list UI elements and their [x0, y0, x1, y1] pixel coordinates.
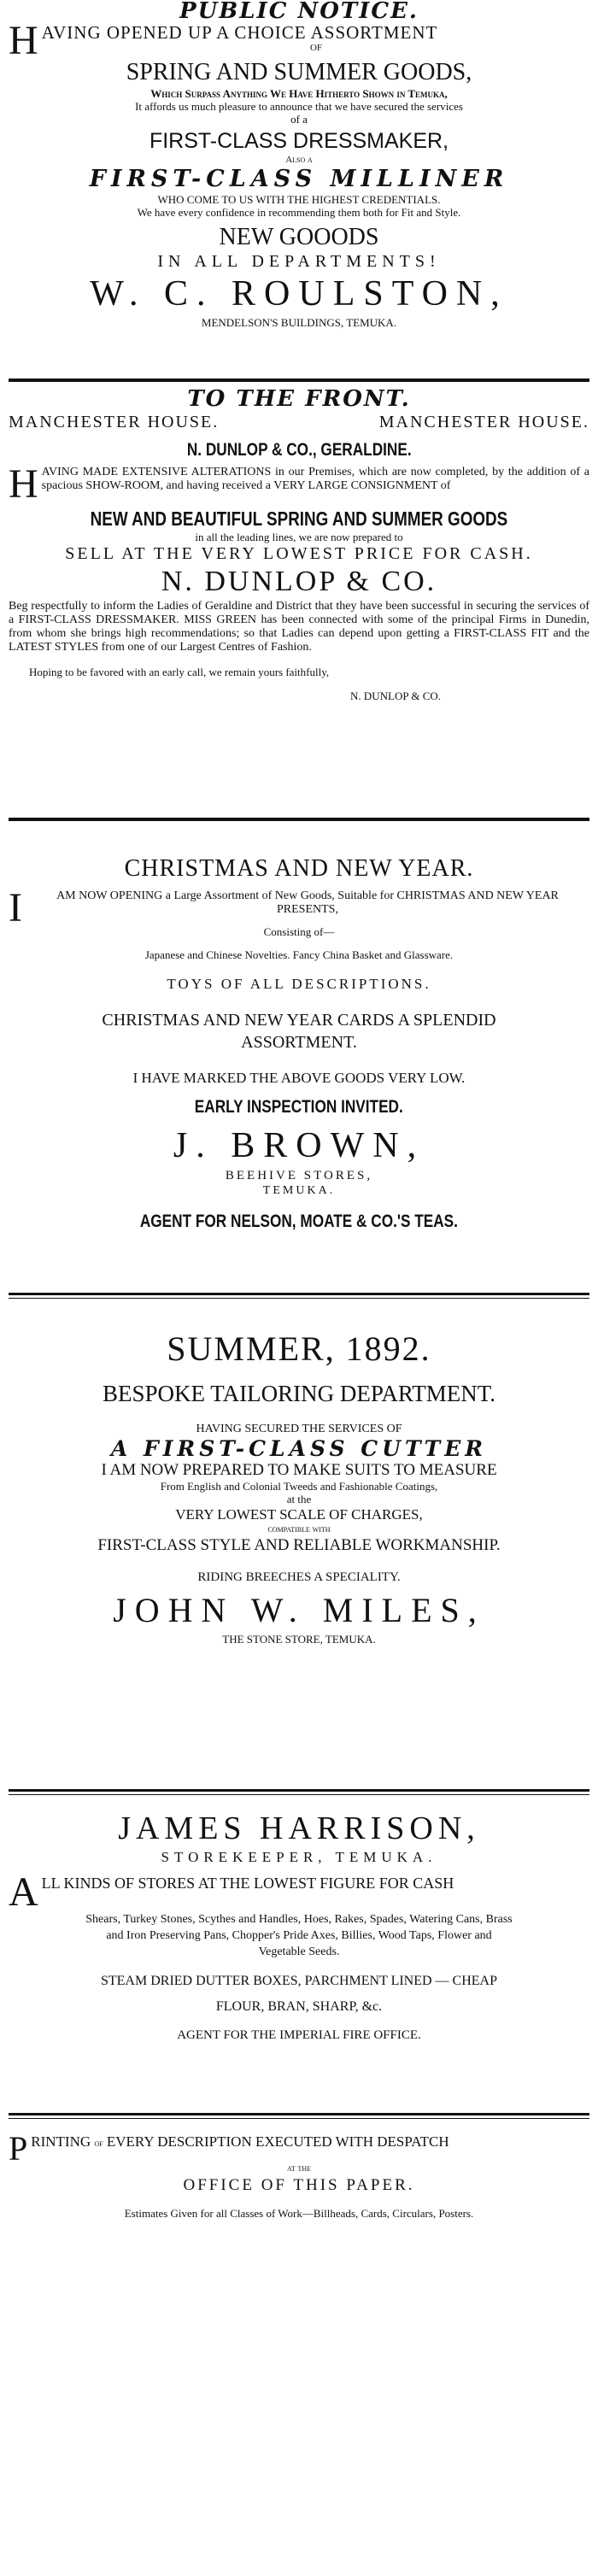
ad-text: at the: [286, 1493, 312, 1505]
ad-text: STEAM DRIED DUTTER BOXES, PARCHMENT LINED — CHEAP: [100, 1974, 498, 1988]
ad-text: BEEHIVE STORES,: [225, 1169, 373, 1182]
ad-text: From English and Colonial Tweeds and Fashionable Coatings,: [160, 1480, 438, 1493]
ad-text: Also a: [285, 155, 313, 165]
ad-text: FIRST-CLASS STYLE AND RELIABLE WORKMANSHIP.: [97, 1536, 501, 1554]
ad-text: SPRING AND SUMMER GOODS,: [126, 59, 472, 85]
ad-text: VERY LOWEST SCALE OF CHARGES,: [175, 1506, 423, 1523]
ad-text: OF: [309, 43, 323, 53]
ad-text: We have every confidence in recommending them both for Fit and Style.: [137, 206, 461, 219]
ad-text: Which Surpass Anything We Have Hitherto Shown in Temuka,: [150, 87, 448, 100]
ad-text: I AM NOW PREPARED TO MAKE SUITS TO MEASURE: [101, 1461, 497, 1479]
newspaper-column: [9, 0, 589, 2220]
firm-line: N. DUNLOP & CO., GERALDINE.: [186, 440, 412, 460]
ad-text: THE STONE STORE, TEMUKA.: [222, 1633, 376, 1646]
ad-text: AVING MADE EXTENSIVE ALTERATIONS in our Premises, which are now completed, by the addition of a spacious SHOW-ROOM, and having received a VERY LARGE CONSIGNMENT of: [41, 466, 589, 492]
ad-text-wrap: AGENT FOR NELSON, MOATE & CO.'S TEAS.: [139, 1212, 459, 1231]
ad-text: LL KINDS OF STORES AT THE LOWEST FIGURE FOR CASH: [41, 1875, 454, 1892]
ad-text: HAVING SECURED THE SERVICES OF: [196, 1423, 402, 1435]
ad-text-wrap: NEW AND BEAUTIFUL SPRING AND SUMMER GOODS: [90, 508, 508, 530]
advertiser-name: JOHN W. MILES,: [113, 1591, 485, 1629]
printing-ad: [9, 2129, 589, 2220]
christmas-ad: [9, 823, 589, 1282]
to-the-front-ad: [9, 384, 589, 818]
ad-text: IN ALL DEPARTMENTS!: [157, 252, 441, 271]
ad-text: SELL AT THE VERY LOWEST PRICE FOR CASH.: [65, 544, 533, 563]
ad-text: RIDING BREECHES A SPECIALITY.: [197, 1570, 401, 1584]
ad-text: in all the leading lines, we are now prepared to: [195, 531, 403, 543]
drop-letter: A: [9, 1874, 38, 1910]
signature: N. DUNLOP & CO.: [350, 689, 442, 702]
ad-text: compatible with: [267, 1524, 331, 1534]
ad-text: CHRISTMAS AND NEW YEAR CARDS A SPLENDID ASSORTMENT.: [102, 1011, 496, 1052]
ad-text: BESPOKE TAILORING DEPARTMENT.: [103, 1381, 495, 1406]
ad-text: I HAVE MARKED THE ABOVE GOODS VERY LOW.: [132, 1070, 466, 1086]
ad-text: at the: [286, 2163, 312, 2174]
advertiser-name: JAMES HARRISON,: [118, 1810, 480, 1846]
ad-heading: TO THE FRONT.: [187, 386, 411, 412]
ad-heading: CHRISTMAS AND NEW YEAR.: [124, 855, 474, 882]
ad-text: Estimates Given for all Classes of Work—Billheads, Cards, Circulars, Posters.: [124, 2207, 474, 2220]
divider: [9, 818, 589, 821]
ad-text: Beg respectfully to inform the Ladies of Geraldine and District that they have been successful in securing the services of a FIRST-CLASS DRESSMAKER. MISS GREEN has been connected with some of the principal Firms in Dunedin, from whom she brings high recommendations; so that Ladies can depend upon getting a FIRST-CLASS FIT and the LATEST STYLES from one of our Largest Centres of Fashion.: [9, 600, 589, 654]
advertiser-name: J. BROWN,: [173, 1126, 425, 1165]
ad-text: MANCHESTER HOUSE.: [378, 413, 589, 431]
ad-text: MENDELSON'S BUILDINGS, TEMUKA.: [201, 316, 397, 329]
drop-letter: H: [9, 466, 38, 502]
james-harrison-ad: [9, 1805, 589, 2103]
advertiser-name: W. C. ROULSTON,: [90, 274, 508, 314]
ad-text: AVING OPENED UP A CHOICE ASSORTMENT: [41, 22, 438, 43]
ad-heading: PUBLIC NOTICE.: [179, 0, 419, 24]
ad-text: It affords us much pleasure to announce that we have secured the services: [135, 100, 463, 113]
divider: [9, 1293, 589, 1299]
summer-tailoring-ad: [9, 1309, 589, 1779]
ad-text: FLOUR, BRAN, SHARP, &c.: [215, 1999, 383, 2014]
divider: [9, 378, 589, 382]
public-notice-ad: [9, 0, 589, 378]
house-row: [9, 411, 589, 433]
ad-text: FIRST-CLASS MILLINER: [89, 166, 509, 192]
ad-text: FIRST-CLASS DRESSMAKER,: [149, 129, 449, 153]
ad-text: TOYS OF ALL DESCRIPTIONS.: [167, 976, 431, 992]
advertiser-name: N. DUNLOP & CO.: [161, 566, 437, 597]
ad-text: OFFICE OF THIS PAPER.: [183, 2176, 415, 2194]
divider: [9, 2113, 589, 2119]
ad-text: AGENT FOR THE IMPERIAL FIRE OFFICE.: [177, 2028, 421, 2042]
ad-text-wrap: EARLY INSPECTION INVITED.: [194, 1097, 404, 1117]
ad-text: A FIRST-CLASS CUTTER: [110, 1436, 488, 1461]
ad-text: Shears, Turkey Stones, Scythes and Handles, Hoes, Rakes, Spades, Watering Cans, Brass and Iron Preserving Pans, Chopper's Pride Axes, Billies, Wood Taps, Flower and Vegetable Seeds.: [85, 1913, 513, 1958]
drop-letter: H: [9, 22, 38, 58]
ad-text: MANCHESTER HOUSE.: [9, 413, 220, 431]
ad-text: of a: [290, 113, 308, 126]
ad-text: Japanese and Chinese Novelties. Fancy China Basket and Glassware.: [144, 948, 454, 961]
ad-text: TEMUKA.: [262, 1184, 336, 1197]
ad-heading: SUMMER, 1892.: [167, 1329, 431, 1368]
ad-text: NEW GOOODS: [219, 224, 379, 250]
ad-text: AM NOW OPENING a Large Assortment of New Goods, Suitable for CHRISTMAS AND NEW YEAR PRESENTS,: [56, 889, 559, 916]
ad-text: WHO COME TO US WITH THE HIGHEST CREDENTIALS.: [157, 193, 441, 206]
divider: [9, 1789, 589, 1795]
drop-letter: I: [9, 889, 22, 925]
ad-text: Hoping to be favored with an early call, we remain yours faithfully,: [29, 666, 330, 678]
ad-text: STOREKEEPER, TEMUKA.: [161, 1849, 437, 1865]
drop-letter: P: [9, 2133, 28, 2163]
printing-line: RINTING of EVERY DESCRIPTION EXECUTED WITH DESPATCH: [31, 2133, 449, 2150]
ad-text: Consisting of—: [263, 925, 335, 938]
